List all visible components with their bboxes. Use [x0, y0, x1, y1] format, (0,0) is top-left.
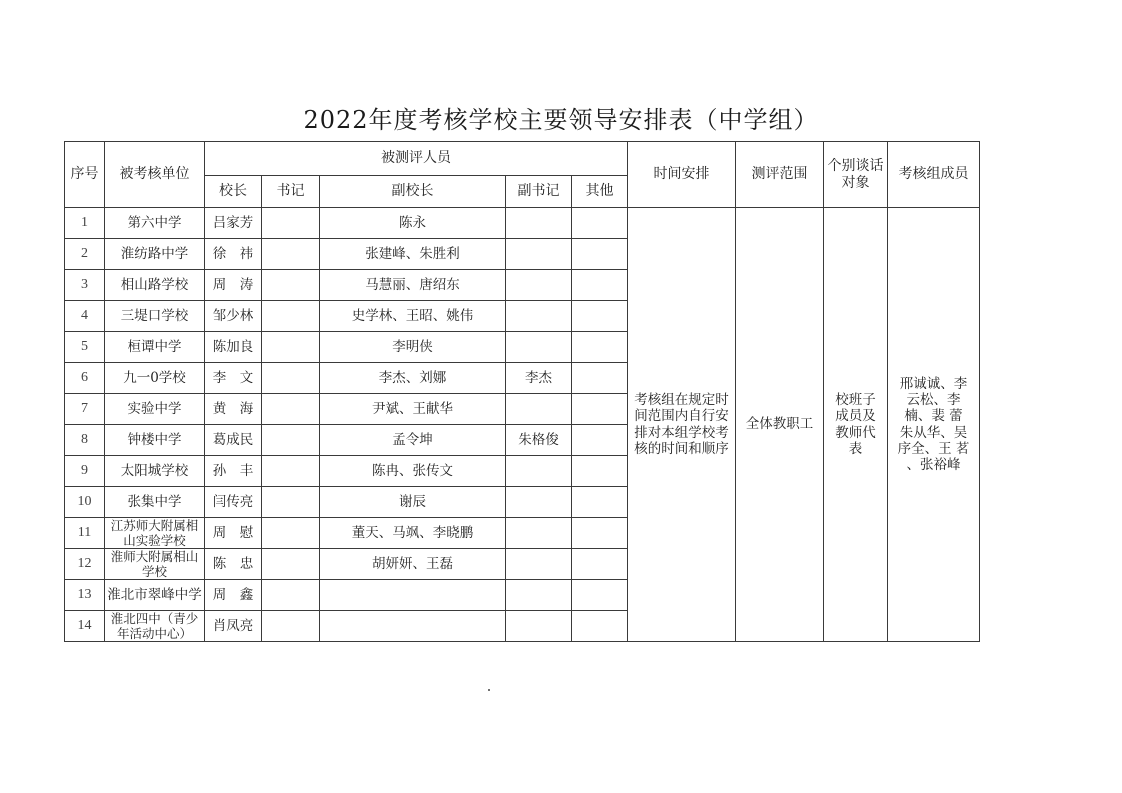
row-secretary [262, 394, 320, 425]
row-unit: 张集中学 [105, 487, 205, 518]
row-principal: 黄 海 [205, 394, 262, 425]
row-secretary [262, 580, 320, 611]
row-seq: 12 [65, 549, 105, 580]
header-seq: 序号 [65, 142, 105, 208]
row-seq: 5 [65, 332, 105, 363]
row-unit: 太阳城学校 [105, 456, 205, 487]
row-unit: 桓谭中学 [105, 332, 205, 363]
row-secretary [262, 487, 320, 518]
row-vice-principal: 陈永 [320, 208, 506, 239]
row-seq: 3 [65, 270, 105, 301]
table-row [65, 208, 980, 239]
page-title: 2022年度考核学校主要领导安排表（中学组） [303, 106, 819, 134]
row-other [572, 270, 628, 301]
row-vice-principal: 胡妍妍、王磊 [320, 549, 506, 580]
row-seq: 1 [65, 208, 105, 239]
row-vice-principal: 史学林、王昭、姚伟 [320, 301, 506, 332]
row-other [572, 487, 628, 518]
header-vice-principal: 副校长 [320, 176, 506, 208]
row-other [572, 611, 628, 642]
row-vice-principal: 张建峰、朱胜利 [320, 239, 506, 270]
row-other [572, 518, 628, 549]
row-vice-principal: 陈冉、张传文 [320, 456, 506, 487]
schedule-cell: 考核组在规定时间范围内自行安排对本组学校考核的时间和顺序 [628, 208, 736, 642]
row-seq: 10 [65, 487, 105, 518]
row-principal: 吕家芳 [205, 208, 262, 239]
interview-cell: 校班子成员及教师代表 [824, 208, 888, 642]
header-principal: 校长 [205, 176, 262, 208]
row-other [572, 332, 628, 363]
row-other [572, 301, 628, 332]
row-principal: 周 慰 [205, 518, 262, 549]
row-seq: 11 [65, 518, 105, 549]
row-unit: 三堤口学校 [105, 301, 205, 332]
row-principal: 肖凤亮 [205, 611, 262, 642]
row-vice-principal: 马慧丽、唐绍东 [320, 270, 506, 301]
row-unit: 实验中学 [105, 394, 205, 425]
row-deputy-secretary [506, 518, 572, 549]
row-other [572, 239, 628, 270]
row-secretary [262, 270, 320, 301]
row-vice-principal: 谢辰 [320, 487, 506, 518]
row-deputy-secretary [506, 301, 572, 332]
row-seq: 13 [65, 580, 105, 611]
row-secretary [262, 332, 320, 363]
header-unit: 被考核单位 [105, 142, 205, 208]
row-other [572, 549, 628, 580]
row-principal: 葛成民 [205, 425, 262, 456]
row-seq: 6 [65, 363, 105, 394]
scope-cell: 全体教职工 [736, 208, 824, 642]
row-other [572, 394, 628, 425]
row-principal: 陈加良 [205, 332, 262, 363]
row-secretary [262, 301, 320, 332]
row-secretary [262, 208, 320, 239]
row-deputy-secretary [506, 611, 572, 642]
row-deputy-secretary [506, 208, 572, 239]
row-seq: 2 [65, 239, 105, 270]
header-interview: 个别谈话对象 [824, 142, 888, 208]
row-principal: 周 鑫 [205, 580, 262, 611]
row-secretary [262, 549, 320, 580]
header-deputy-secretary: 副书记 [506, 176, 572, 208]
row-vice-principal: 李明侠 [320, 332, 506, 363]
row-unit: 钟楼中学 [105, 425, 205, 456]
header-schedule: 时间安排 [628, 142, 736, 208]
row-unit: 淮纺路中学 [105, 239, 205, 270]
row-seq: 9 [65, 456, 105, 487]
row-principal: 孙 丰 [205, 456, 262, 487]
row-other [572, 363, 628, 394]
schedule-table [64, 141, 980, 642]
row-vice-principal: 李杰、刘娜 [320, 363, 506, 394]
row-unit: 淮师大附属相山学校 [105, 549, 205, 580]
row-principal: 李 文 [205, 363, 262, 394]
row-deputy-secretary: 李杰 [506, 363, 572, 394]
row-unit: 淮北四中（青少年活动中心） [105, 611, 205, 642]
row-vice-principal: 孟令坤 [320, 425, 506, 456]
row-secretary [262, 611, 320, 642]
row-vice-principal: 董天、马飒、李晓鹏 [320, 518, 506, 549]
row-other [572, 425, 628, 456]
team-cell: 邢诚诚、李云松、李 楠、裴 蕾 朱从华、吴序全、王 茗 、张裕峰 [888, 208, 980, 642]
row-seq: 4 [65, 301, 105, 332]
row-principal: 邹少林 [205, 301, 262, 332]
row-unit: 第六中学 [105, 208, 205, 239]
row-deputy-secretary: 朱格俊 [506, 425, 572, 456]
row-secretary [262, 363, 320, 394]
row-vice-principal: 尹斌、王献华 [320, 394, 506, 425]
header-other: 其他 [572, 176, 628, 208]
row-unit: 相山路学校 [105, 270, 205, 301]
row-deputy-secretary [506, 239, 572, 270]
row-deputy-secretary [506, 580, 572, 611]
row-unit: 江苏师大附属相山实验学校 [105, 518, 205, 549]
row-unit: 淮北市翠峰中学 [105, 580, 205, 611]
header-team: 考核组成员 [888, 142, 980, 208]
row-vice-principal [320, 611, 506, 642]
row-vice-principal [320, 580, 506, 611]
row-secretary [262, 425, 320, 456]
header-evaluated: 被测评人员 [205, 142, 628, 176]
row-secretary [262, 239, 320, 270]
scan-speck [488, 689, 490, 691]
row-deputy-secretary [506, 332, 572, 363]
row-secretary [262, 518, 320, 549]
row-other [572, 456, 628, 487]
row-deputy-secretary [506, 487, 572, 518]
row-principal: 徐 祎 [205, 239, 262, 270]
row-principal: 陈 忠 [205, 549, 262, 580]
row-deputy-secretary [506, 456, 572, 487]
row-deputy-secretary [506, 270, 572, 301]
row-principal: 闫传亮 [205, 487, 262, 518]
row-unit: 九一0学校 [105, 363, 205, 394]
row-other [572, 580, 628, 611]
header-secretary: 书记 [262, 176, 320, 208]
row-other [572, 208, 628, 239]
row-seq: 7 [65, 394, 105, 425]
row-principal: 周 涛 [205, 270, 262, 301]
header-scope: 测评范围 [736, 142, 824, 208]
row-seq: 8 [65, 425, 105, 456]
row-secretary [262, 456, 320, 487]
row-deputy-secretary [506, 549, 572, 580]
row-seq: 14 [65, 611, 105, 642]
row-deputy-secretary [506, 394, 572, 425]
